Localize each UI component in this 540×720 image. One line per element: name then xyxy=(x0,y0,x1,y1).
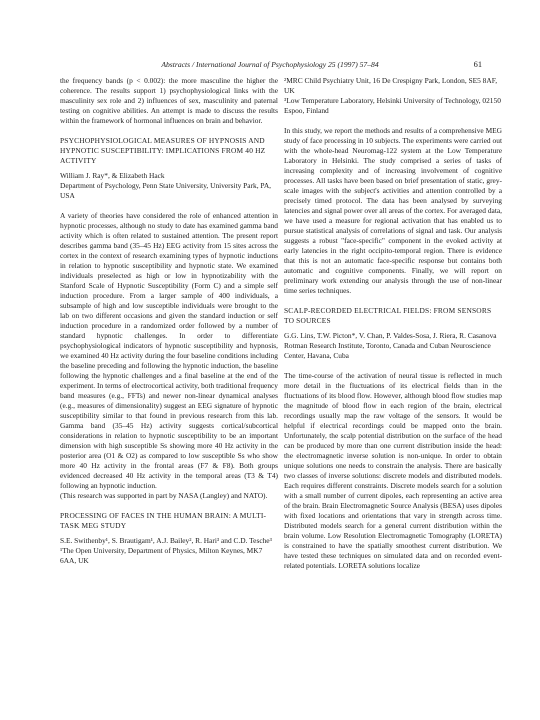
abstract-1-body: A variety of theories have considered the role of enhanced attention in hypnotic processes, although no study to date has examined gamma band activity which is often related to sustained attention. The present report describes gamma band (35–45 Hz) EEG activity from 15 sites across the cortex in the context of research examining types of hypnotic inductions in relation to hypnotic susceptibility and hypnotic state. We examined individuals preselected as high or low in hypnotizability with the Stanford Scale of Hypnotic Susceptibility (Form C) and a simple self induction procedure. From a larger sample of 400 individuals, a subsample of high and low susceptible individuals were brought to the lab on two different occasions and given the standard induction or self induction procedure in a randomized order followed by a number of standard hypnotic challenges. In order to differentiate psychophysiological indicators of hypnotic susceptibility and hypnosis, we examined 40 Hz activity during the four baseline conditions including the baseline preceding and following the hypnotic induction, the baseline following the hypnotic challenges and a final baseline at the end of the experiment. In terms of electrocortical activity, both traditional frequency band measures (e.g., FFTs) and newer non-linear dynamical analyses (e.g., measures of dimensionality) suggest an EEG signature of hypnotic susceptibility similar to that found in previous research from this lab. Gamma band (35–45 Hz) activity suggests cortical/subcortical considerations in relation to hypnotic susceptibility to be an important dimension with high susceptible Ss showing more 40 Hz activity in the posterior area (O1 & O2) as compared to low susceptible Ss who show more 40 Hz activity in the frontal areas (F7 & F8). Both groups evidenced decreased 40 Hz activity in the temporal areas (T3 & T4) following an hypnotic induction. xyxy=(60,211,278,490)
abstract-3-title: SCALP-RECORDED ELECTRICAL FIELDS: FROM SENSORS TO SOURCES xyxy=(284,306,492,325)
abstract-1-affiliation: Department of Psychology, Penn State University, University Park, PA, USA xyxy=(60,181,272,200)
abstract-2-authors: S.E. Swithenby¹, S. Brautigam¹, A.J. Bailey², R. Hari³ and C.D. Tesche³ xyxy=(60,536,272,545)
abstract-1-title: PSYCHOPHYSIOLOGICAL MEASURES OF HYPNOSIS AND HYPNOTIC SUSCEPTIBILITY: IMPLICATIONS FROM 40 HZ ACTIVITY xyxy=(60,136,266,165)
abstract-3-affiliation: Rotman Research Institute, Toronto, Canada and Cuban Neuroscience Center, Havana, Cuba xyxy=(284,341,491,360)
journal-running-head: Abstracts / International Journal of Psychophysiology 25 (1997) 57–84 xyxy=(161,60,379,69)
abstract-3-body: The time-course of the activation of neural tissue is reflected in much more detail in the fluctuations of its electrical fields than in the fluctuations of its blood flow. However, although blood flow studies map the magnitude of blood flow in each region of the brain, electrical recordings usually map the raw voltage of the sensors. It would be helpful if electrical recordings could be mapped onto the brain. Unfortunately, the scalp potential distribution on the surface of the head can be produced by more than one current distribution inside the head: the electromagnetic inverse solution is non-unique. In order to obtain unique solutions one needs to constrain the analysis. There are basically two classes of inverse solutions: discrete models and distributed models. Each requires different constraints. Discrete models search for a solution with a small number of current dipoles, each representing an active area of the brain. Brain Electromagnetic Source Analysis (BESA) uses dipoles with fixed locations and orientations that vary in strength across time. Distributed models search for a general current distribution within the brain volume. Low Resolution Electromagnetic Tomography (LORETA) is constrained to have the spatially smoothest current distribution. We have tested these techniques on simulated data and on recorded event-related potentials. LORETA solutions localize xyxy=(284,371,502,570)
abstract-3-authors: G.G. Lins, T.W. Picton*, V. Chan, P. Valdes-Sosa, J. Riera, R. Casanova xyxy=(284,331,497,340)
abstract-2-affiliation-2: ²MRC Child Psychiatry Unit, 16 De Crespigny Park, London, SE5 8AF, UK xyxy=(284,76,498,95)
abstract-1-support: (This research was supported in part by NASA (Langley) and NATO). xyxy=(60,491,268,500)
page-number: 61 xyxy=(473,60,482,69)
left-column xyxy=(60,76,278,566)
right-column xyxy=(284,76,502,571)
abstract-2-affiliation-3: ³Low Temperature Laboratory, Helsinki University of Technology, 02150 Espoo, Finland xyxy=(284,96,501,115)
intro-paragraph: the frequency bands (p < 0.002): the more masculine the higher the coherence. The results support 1) psychophysiological links with the masculinity sex role and 2) influences of sex, masculinity and paternal testing on cognitive abilities. An attempt is made to discuss the results within the framework of hormonal influences on brain and behavior. xyxy=(60,76,278,125)
abstract-2-title: PROCESSING OF FACES IN THE HUMAN BRAIN: A MULTI-TASK MEG STUDY xyxy=(60,511,267,530)
page-header xyxy=(0,59,540,71)
abstract-2-body: In this study, we report the methods and results of a comprehensive MEG study of face processing in 10 subjects. The experiments were carried out with the whole-head Neuromag-122 system at the Low Temperature Laboratory in Helsinki. The study comprised a series of tasks of increasing complexity and of increasing involvement of cognitive processes. All tasks have been based on brief presentation of static, grey-scale images with the subject's activities and attention controlled by a precisely timed protocol. The data has been analysed by surveying latencies and signal power over all areas of the cortex. For averaged data, we have used a measure for regional activation that has enabled us to pursue statistical analysis of correlations of signal and task. Our analysis suggests a robust "face-specific" component in the evoked activity at early latencies in the right occipito-temporal region. There is evidence that this is not an automatic face-specific response but contains both automatic and cognitive components. Finally, we will report on preliminary work extending our analysis through the use of non-linear time series techniques. xyxy=(284,126,502,295)
abstract-1-authors: William J. Ray*, & Elizabeth Hack xyxy=(60,171,165,180)
abstract-2-affiliation-1: ¹The Open University, Department of Physics, Milton Keynes, MK7 6AA, UK xyxy=(60,546,263,565)
